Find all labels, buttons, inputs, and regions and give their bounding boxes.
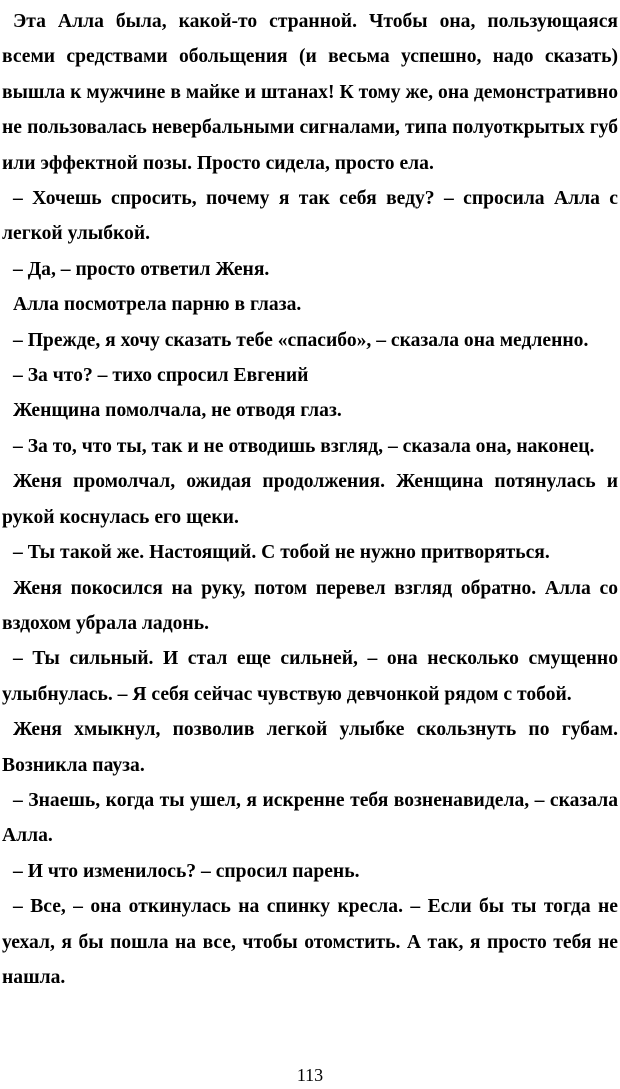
paragraph: – За что? – тихо спросил Евгений [13, 365, 309, 387]
paragraph: Женщина помолчала, не отводя глаз. [13, 400, 342, 422]
paragraph: – Хочешь спросить, почему я так себя веду? – спросила Алла с легкой улыбкой. [2, 188, 618, 245]
paragraph: – Ты сильный. И стал еще сильней, – она несколько смущенно улыбнулась. – Я себя сейчас чувствую девчонкой рядом с тобой. [2, 648, 618, 705]
paragraph: – Все, – она откинулась на спинку кресла. – Если бы ты тогда не уехал, я бы пошла на все, чтобы отомстить. А так, я просто тебя не нашла. [2, 896, 618, 988]
paragraph: – Ты такой же. Настоящий. С тобой не нужно притворяться. [13, 542, 550, 564]
paragraph: – И что изменилось? – спросил парень. [13, 860, 360, 882]
paragraph: – Знаешь, когда ты ушел, я искренне тебя возненавидела, – сказала Алла. [2, 789, 618, 847]
paragraph: – Прежде, я хочу сказать тебе «спасибо», – сказала она медленно. [13, 329, 589, 351]
paragraph: – За то, что ты, так и не отводишь взгляд, – сказала она, наконец. [13, 435, 595, 457]
paragraph: Эта Алла была, какой-то странной. Чтобы она, пользующаяся всеми средствами обольщения (и весьма успешно, надо сказать) вышла к мужчине в майке и штанах! К тому же, она демонстративно не пользовалась невербальными сигналами, типа полуоткрытых губ или эффектной позы. Просто сидела, просто ела. [2, 11, 618, 174]
paragraph: – Да, – просто ответил Женя. [13, 258, 270, 280]
paragraph: Алла посмотрела парню в глаза. [13, 294, 302, 316]
paragraph: Женя хмыкнул, позволив легкой улыбке скользнуть по губам. Возникла пауза. [2, 719, 618, 776]
paragraph: Женя промолчал, ожидая продолжения. Женщина потянулась и рукой коснулась его щеки. [2, 471, 618, 528]
body-text [2, 4, 618, 995]
paragraph: Женя покосился на руку, потом перевел взгляд обратно. Алла со вздохом убрала ладонь. [2, 577, 618, 634]
page-number: 113 [296, 1065, 324, 1085]
